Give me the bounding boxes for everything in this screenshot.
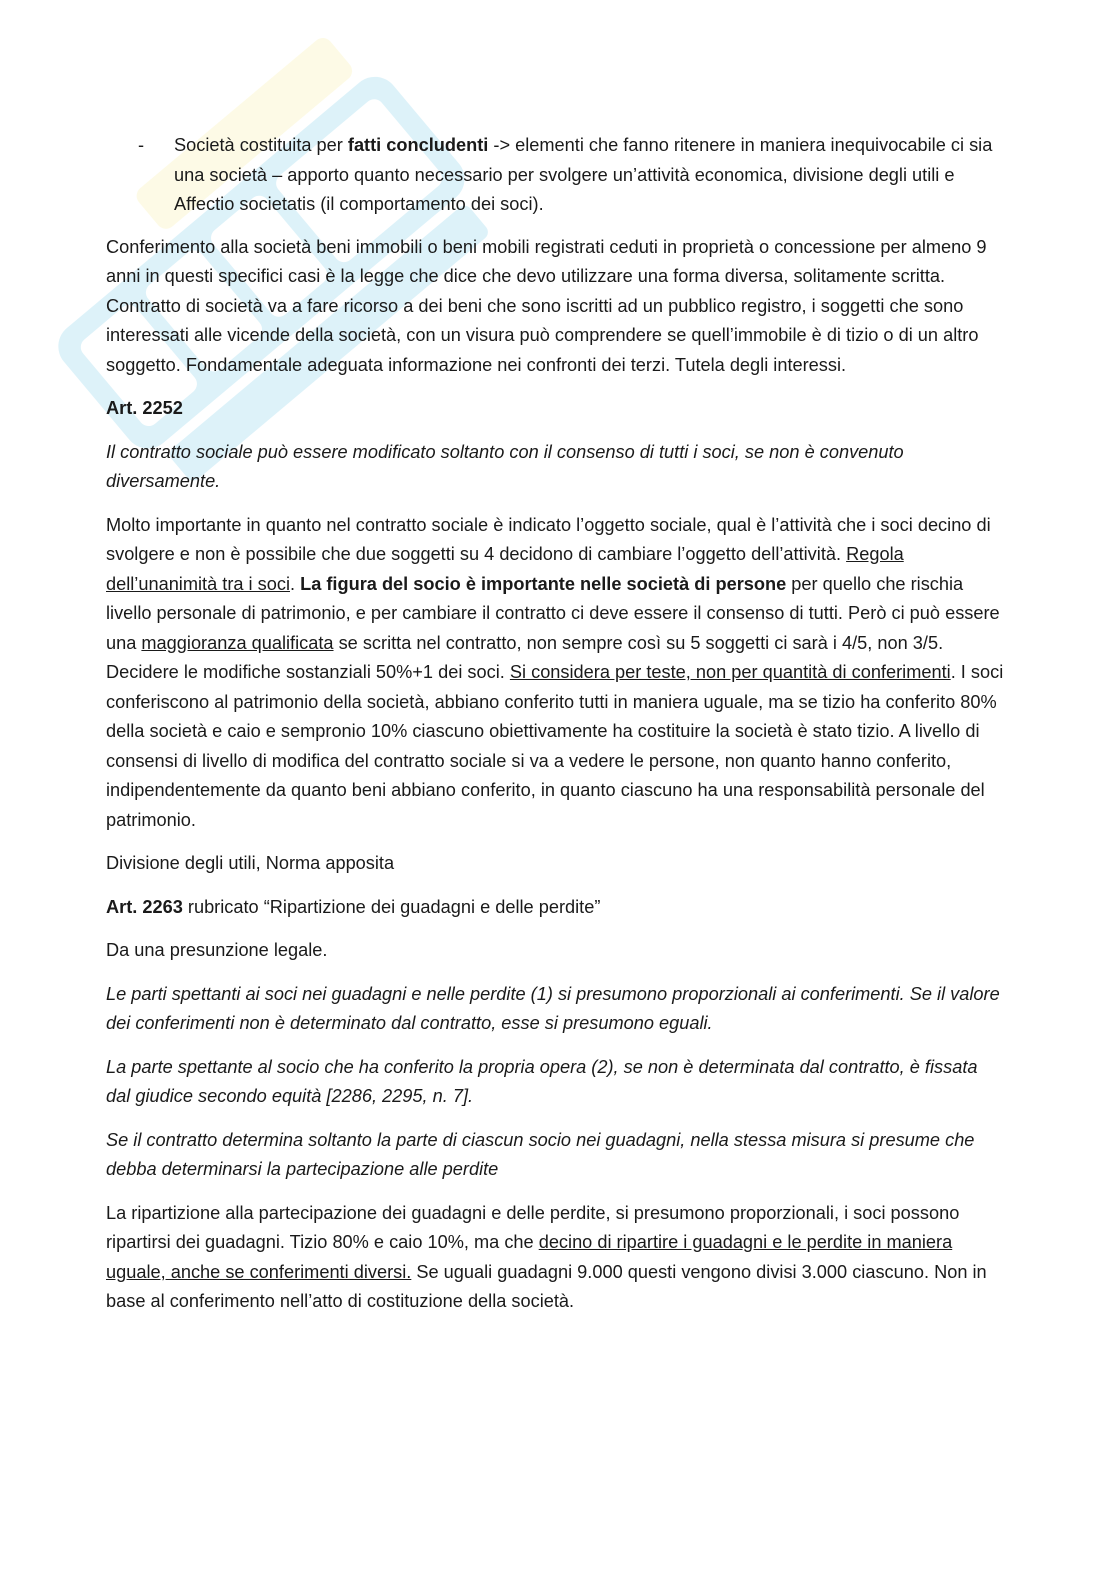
bullet-text: Società costituita per [174, 135, 348, 155]
bullet-bold-term: fatti concludenti [347, 135, 489, 155]
text-run: Molto importante in quanto nel contratto sociale è indicato l’oggetto sociale, qual è l’attività che i soci decino di svolgere e non è possibile che due soggetti su 4 decidono di cambiare l’oggetto dell’attività. [106, 514, 991, 564]
text-run: La ripartizione alla partecipazione dei guadagni e delle perdite, si presumono proporzionali, i soci possono ripartirsi dei guadagni. Tizio 80% e caio 10%, ma che [106, 1202, 960, 1252]
bullet-text-rest: -> elementi che fanno ritenere in maniera inequivocabile ci sia una società – apporto quanto necessario per svolgere un’attività economica, divisione degli utili e Affectio societatis (il comportamento dei soci). [174, 135, 993, 214]
art-2263-quote-2 [106, 1053, 1006, 1112]
art-2263-quote-1 [106, 980, 1006, 1039]
document-body [106, 131, 1006, 1331]
text-run: per quello che rischia livello personale di patrimonio, e per cambiare il contratto ci deve essere il consenso di tutti. Però ci può essere una [106, 573, 1000, 653]
art-2263-quote-3 [106, 1126, 1006, 1185]
text-run: . I soci conferiscono al patrimonio della società, abbiano conferito tutti in maniera uguale, ma se tizio ha conferito 80% della società e caio e sempronio 10% ciascuno obiettivamente ha costituire la società è stato tizio. A livello di consensi di livello di modifica del contratto sociale si va a vedere le persone, non quanto hanno conferito, indipendentemente da quanto beni abbiano conferito, in quanto ciascuno ha una responsabilità personale del patrimonio. [106, 662, 1004, 830]
text-run: se scritta nel contratto, non sempre così su 5 soggetti ci sarà i 4/5, non 3/5. Decidere le modifiche sostanziali 50%+1 dei soci. [106, 632, 944, 682]
art-2252-heading-text: Art. 2252 [106, 398, 183, 418]
underlined-run: decino di ripartire i guadagni e le perdite in maniera uguale, anche se conferimenti diversi. [106, 1232, 953, 1282]
paragraph-presunzione: Da una presunzione legale. [106, 940, 328, 960]
bold-run: La figura del socio è importante nelle società di persone [300, 573, 787, 594]
art-2263-quote-2-text: La parte spettante al socio che ha conferito la propria opera (2), se non è determinata dal contratto, è fissata dal giudice secondo equità [2286, 2295, n. 7]. [106, 1056, 978, 1106]
underlined-run: maggioranza qualificata [141, 632, 334, 653]
art-2252-quote-text: Il contratto sociale può essere modificato soltanto con il consenso di tutti i soci, se non è convenuto diversamente. [106, 441, 904, 491]
bullet-dash: - [138, 135, 145, 155]
paragraph-ripartizione [106, 1199, 1006, 1317]
art-2263-quote-3-text: Se il contratto determina soltanto la parte di ciascun socio nei guadagni, nella stessa misura si presume che debba determinarsi la partecipazione alle perdite [106, 1129, 975, 1179]
paragraph-divisione: Divisione degli utili, Norma apposita [106, 853, 395, 873]
paragraph-unanimita [106, 511, 1006, 836]
bullet-item [106, 131, 1006, 220]
text-run: Se uguali guadagni 9.000 questi vengono divisi 3.000 ciascuno. Non in base al conferimento nell’atto di costituzione della società. [106, 1261, 987, 1311]
art-2252-heading [106, 394, 1006, 424]
paragraph-conferimento: Conferimento alla società beni immobili o beni mobili registrati ceduti in proprietà o concessione per almeno 9 anni in questi specifici casi è la legge che dice che devo utilizzare una forma diversa, solitamente scritta. Contratto di società va a fare ricorso a dei beni che sono iscritti ad un pubblico registro, i soggetti che sono interessati alle vicende della società, con un visura può comprendere se quell’immobile è di tizio o di un altro soggetto. Fondamentale adeguata informazione nei confronti dei terzi. Tutela degli interessi. [106, 236, 987, 375]
art-2263-heading-text: Art. 2263 [106, 896, 183, 917]
art-2263-heading [106, 893, 1006, 923]
art-2263-quote-1-text: Le parti spettanti ai soci nei guadagni e nelle perdite (1) si presumono proporzionali ai conferimenti. Se il valore dei conferimenti non è determinato dal contratto, esse si presumono eguali. [106, 983, 1000, 1033]
art-2263-heading-rest: rubricato “Ripartizione dei guadagni e delle perdite” [182, 896, 601, 917]
underlined-run: Regola dell’unanimità tra i soci [106, 544, 904, 594]
art-2252-quote [106, 438, 1006, 497]
underlined-run: Si considera per teste, non per quantità di conferimenti [509, 662, 951, 682]
text-run: . [289, 573, 301, 594]
